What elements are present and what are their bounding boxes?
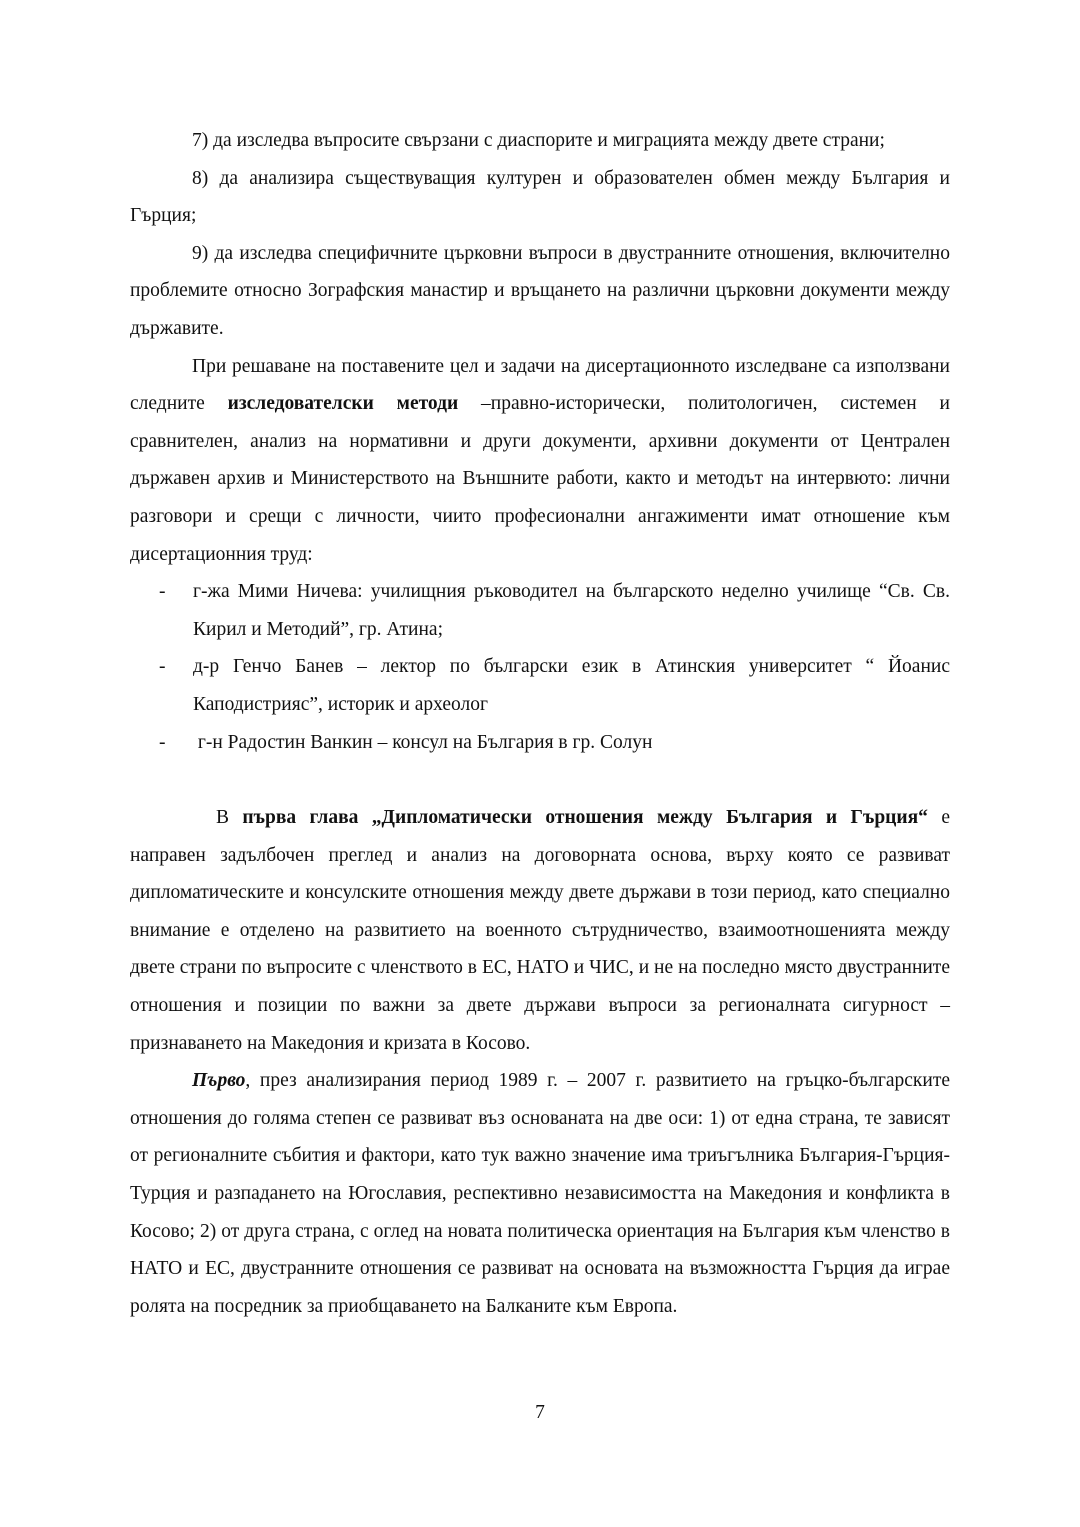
- task-item-9: 9) да изследва специфичните църковни въпроси в двустранните отношения, включително проблемите относно Зографския манастир и връщането на различни църковни документи между държавите.: [130, 242, 950, 339]
- list-item-text: г-жа Мими Ничева: училищния ръководител на българското неделно училище “Св. Св. Кирил и Методий”, гр. Атина;: [193, 581, 950, 640]
- page-number: 7: [535, 1402, 545, 1423]
- list-item: [130, 648, 950, 723]
- list-item-text: д-р Генчо Банев – лектор по български език в Атинския университет “ Йоанис Каподистрияс”, историк и археолог: [193, 656, 950, 715]
- first-point-text: , през анализирания период 1989 г. – 2007 г. развитието на гръцко-българските отношения до голяма степен се развиват въз основаната на две оси: 1) от една страна, те зависят от регионалните събития и фактори, като тук важно значение има триъгълника България-Гърция-Турция и разпадането на Югославия, респективно независимостта на Македония и конфликта в Косово; 2) от друга страна, с оглед на новата политическа ориентация на България към членство в НАТО и ЕС, двустранните отношения се развиват на основата на възможността Гърция да играе ролята на посредник за приобщаването на Балканите към Европа.: [130, 1070, 950, 1317]
- chapter-one-paragraph: [130, 799, 950, 1062]
- list-dash: -: [159, 656, 166, 678]
- methods-paragraph: [130, 348, 950, 574]
- first-point-lead: Първо: [192, 1070, 246, 1092]
- methods-text-before: При решаване на поставените цел и задачи на дисертационното изследване са използвани следните: [130, 355, 950, 415]
- methods-bold-term: изследователски методи: [227, 393, 459, 415]
- list-dash: -: [159, 581, 166, 603]
- chapter-lead: В: [216, 807, 243, 829]
- task-item-8: 8) да анализира съществуващия културен и образователен обмен между България и Гърция;: [130, 167, 950, 227]
- list-item: [130, 724, 950, 762]
- list-item-text: г-н Радостин Ванкин – консул на България в гр. Солун: [193, 731, 653, 753]
- section-gap: [130, 761, 950, 799]
- interviewee-list: [130, 573, 950, 761]
- list-dash: -: [159, 731, 166, 753]
- methods-text-after: –правно-исторически, политологичен, системен и сравнителен, анализ на нормативни и други документи, архивни документи от Централен държавен архив и Министерството на Външните работи, както и методът на интервюто: лични разговори и срещи с личности, чиито професионални ангажименти имат отношение към дисертационния труд:: [130, 393, 950, 565]
- task-item-7: 7) да изследва въпросите свързани с диаспорите и миграцията между двете страни;: [192, 130, 885, 151]
- page-body: [130, 122, 950, 1325]
- first-point-paragraph: [130, 1062, 950, 1325]
- chapter-text: е направен задълбочен преглед и анализ на договорната основа, върху която се развиват дипломатическите и консулските отношения между двете държави в този период, като специално внимание е отделено на развитието на военното сътрудничество, взаимоотношенията между двете страни по въпросите с членството в ЕС, НАТО и ЧИС, и не на последно място двустранните отношения и позиции по важни за двете държави въпроси за регионалната сигурност – признаването на Македония и кризата в Косово.: [130, 807, 950, 1054]
- chapter-title: първа глава „Дипломатически отношения между България и Гърция“: [242, 807, 928, 829]
- list-item: [130, 573, 950, 648]
